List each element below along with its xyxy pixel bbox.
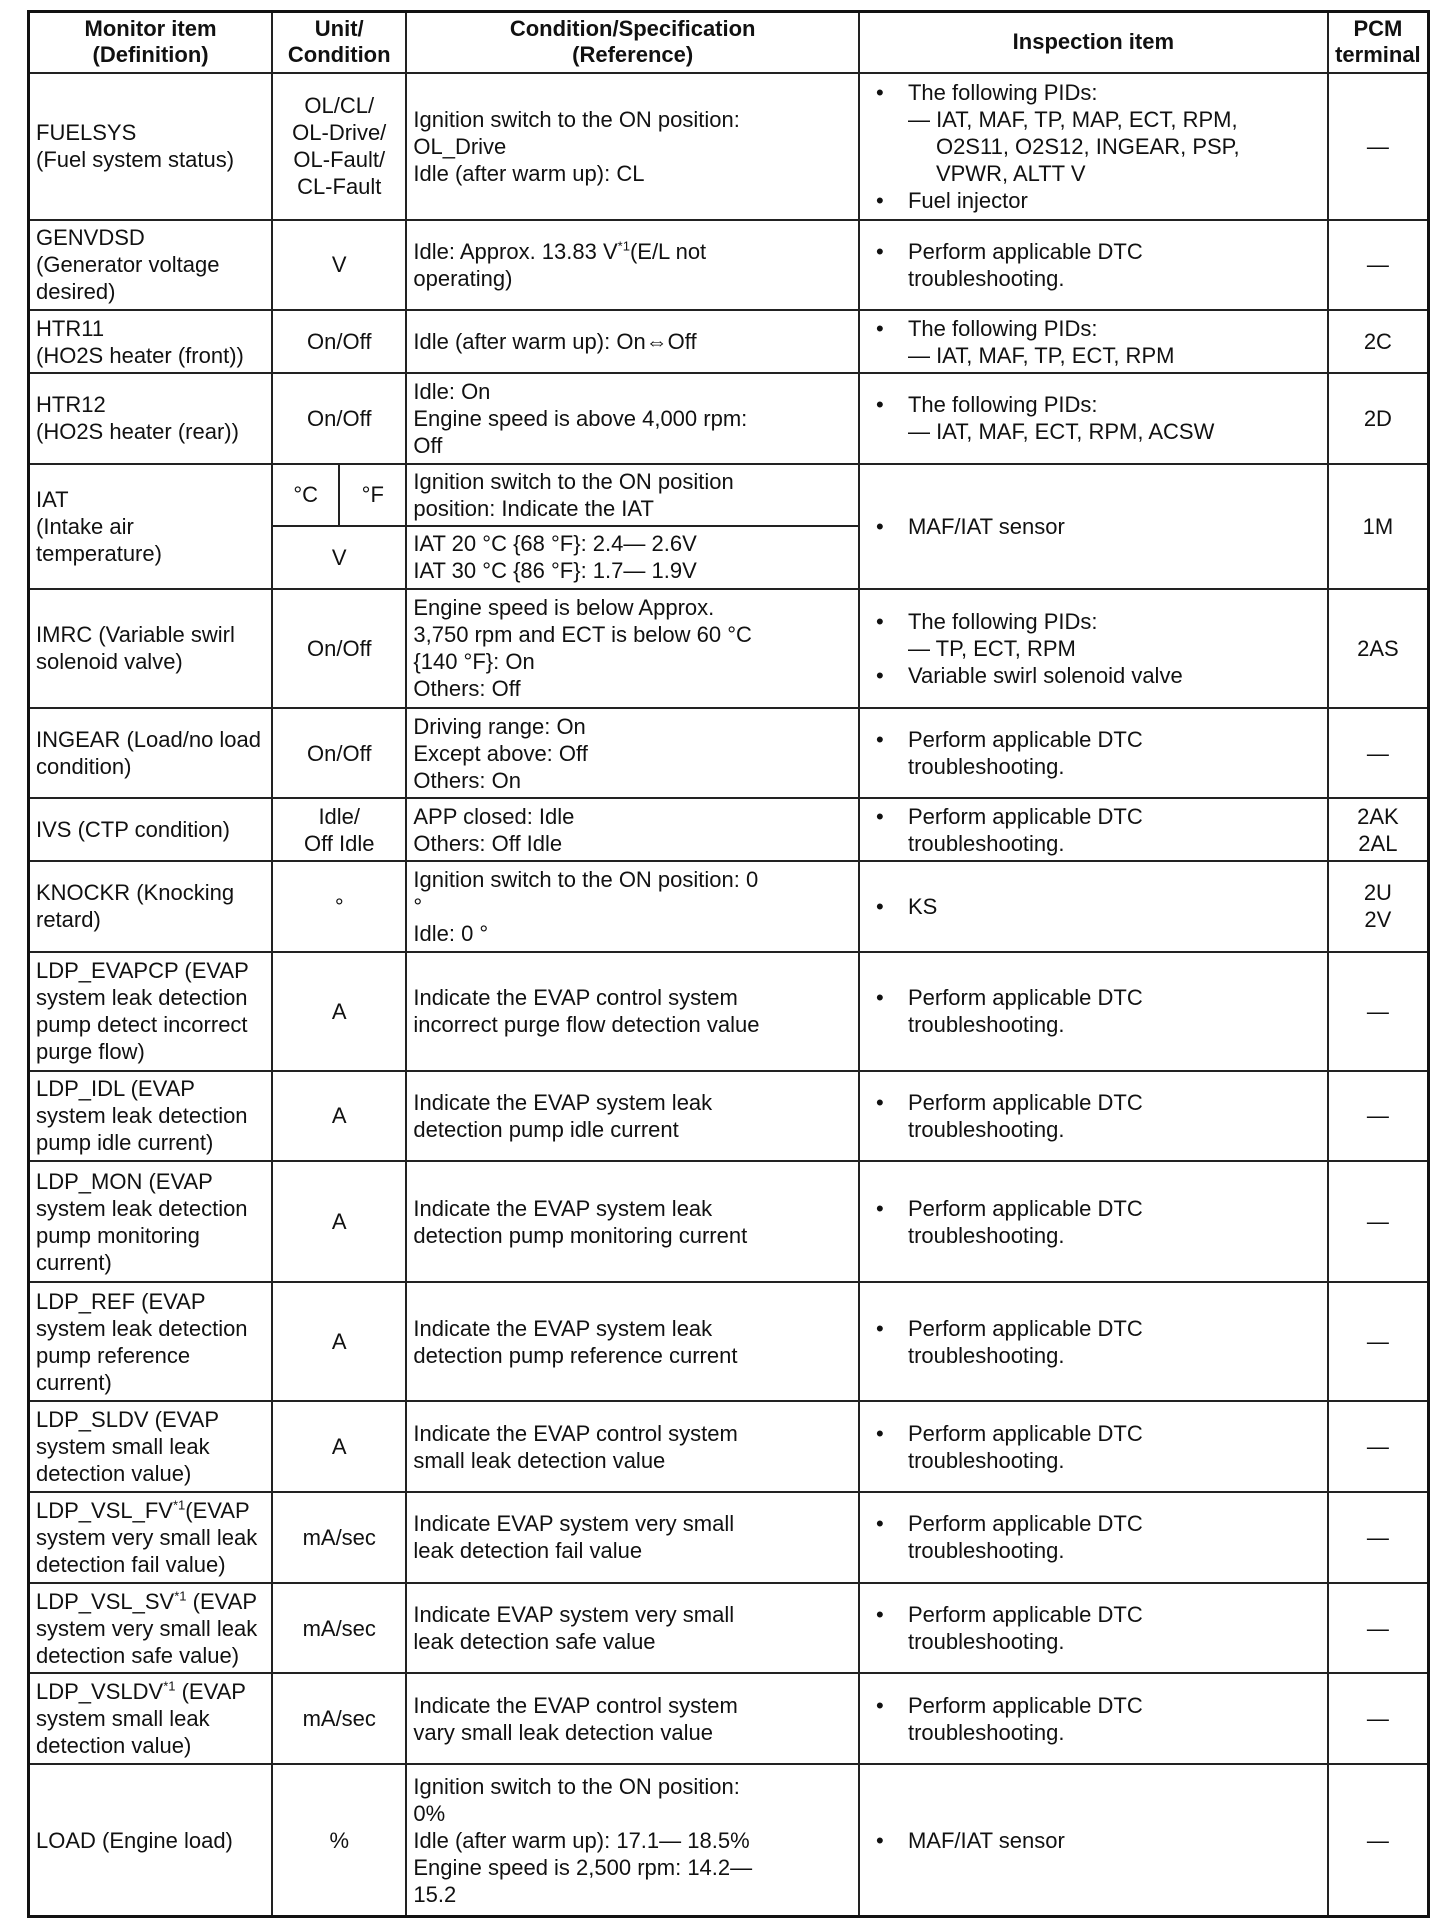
header-inspection-item: Inspection item bbox=[859, 12, 1328, 73]
monitor-item-cell: LDP_REF (EVAP system leak detection pump reference current) bbox=[29, 1282, 273, 1401]
inspection-cell: • Perform applicable DTC troubleshooting. bbox=[859, 1492, 1328, 1583]
inspection-cell: • MAF/IAT sensor bbox=[859, 464, 1328, 589]
pcm-terminal-cell: — bbox=[1328, 220, 1429, 311]
monitor-item-cell: GENVDSD (Generator voltage desired) bbox=[29, 220, 273, 311]
monitor-item-cell: HTR11 (HO2S heater (front)) bbox=[29, 310, 273, 373]
pcm-terminal-cell: — bbox=[1328, 952, 1429, 1071]
monitor-item-cell: LOAD (Engine load) bbox=[29, 1764, 273, 1916]
unit-cell: Idle/ Off Idle bbox=[272, 798, 406, 861]
unit-cell: A bbox=[272, 1161, 406, 1282]
table-row bbox=[29, 310, 1429, 373]
table-row bbox=[29, 1583, 1429, 1674]
condition-cell: IAT 20 °C {68 °F}: 2.4— 2.6V IAT 30 °C {86 °F}: 1.7— 1.9V bbox=[406, 526, 859, 589]
table-row bbox=[29, 220, 1429, 311]
condition-cell: Indicate the EVAP system leak detection pump idle current bbox=[406, 1071, 859, 1162]
condition-cell: Ignition switch to the ON position: 0 ° Idle: 0 ° bbox=[406, 861, 859, 952]
unit-fahrenheit-cell: °F bbox=[339, 464, 406, 527]
table-row bbox=[29, 1401, 1429, 1492]
monitor-item-cell: LDP_VSL_SV$^{*1}$ (EVAP system very small leak detection safe value) bbox=[29, 1583, 273, 1674]
pcm-terminal-cell: — bbox=[1328, 1071, 1429, 1162]
inspection-cell: • KS bbox=[859, 861, 1328, 952]
monitor-item-table bbox=[27, 10, 1430, 1918]
unit-cell: A bbox=[272, 1282, 406, 1401]
table-row bbox=[29, 373, 1429, 464]
condition-cell: Indicate EVAP system very small leak detection fail value bbox=[406, 1492, 859, 1583]
table-row bbox=[29, 798, 1429, 861]
condition-cell: Indicate the EVAP control system small leak detection value bbox=[406, 1401, 859, 1492]
inspection-cell: • Perform applicable DTC troubleshooting. bbox=[859, 1673, 1328, 1764]
monitor-item-cell: INGEAR (Load/no load condition) bbox=[29, 708, 273, 799]
unit-cell: On/Off bbox=[272, 310, 406, 373]
pcm-terminal-cell: — bbox=[1328, 1764, 1429, 1916]
unit-cell: OL/CL/ OL-Drive/ OL-Fault/ CL-Fault bbox=[272, 73, 406, 220]
condition-cell: Indicate EVAP system very small leak detection safe value bbox=[406, 1583, 859, 1674]
unit-cell: mA/sec bbox=[272, 1492, 406, 1583]
inspection-cell: • The following PIDs: — TP, ECT, RPM • Variable swirl solenoid valve bbox=[859, 589, 1328, 708]
pcm-terminal-cell: 2C bbox=[1328, 310, 1429, 373]
monitor-item-cell: HTR12 (HO2S heater (rear)) bbox=[29, 373, 273, 464]
unit-cell: mA/sec bbox=[272, 1673, 406, 1764]
pcm-terminal-cell: 1M bbox=[1328, 464, 1429, 589]
pcm-terminal-cell: — bbox=[1328, 1401, 1429, 1492]
unit-cell: On/Off bbox=[272, 708, 406, 799]
unit-cell: mA/sec bbox=[272, 1583, 406, 1674]
unit-cell: % bbox=[272, 1764, 406, 1916]
monitor-item-cell: LDP_VSLDV$^{*1}$ (EVAP system small leak detection value) bbox=[29, 1673, 273, 1764]
inspection-cell: • Perform applicable DTC troubleshooting. bbox=[859, 220, 1328, 311]
header-condition-specification: Condition/Specification (Reference) bbox=[406, 12, 859, 73]
table-row bbox=[29, 1492, 1429, 1583]
unit-cell: V bbox=[272, 220, 406, 311]
inspection-cell: • Perform applicable DTC troubleshooting. bbox=[859, 1282, 1328, 1401]
monitor-item-cell: KNOCKR (Knocking retard) bbox=[29, 861, 273, 952]
table-row bbox=[29, 464, 1429, 527]
inspection-cell: • Perform applicable DTC troubleshooting. bbox=[859, 1401, 1328, 1492]
monitor-item-cell: FUELSYS (Fuel system status) bbox=[29, 73, 273, 220]
unit-volt-cell: V bbox=[272, 526, 406, 589]
header-monitor-item: Monitor item (Definition) bbox=[29, 12, 273, 73]
table-row bbox=[29, 589, 1429, 708]
inspection-cell: • Perform applicable DTC troubleshooting. bbox=[859, 1071, 1328, 1162]
table-row bbox=[29, 1161, 1429, 1282]
header-row bbox=[29, 12, 1429, 73]
table-row bbox=[29, 1282, 1429, 1401]
pcm-terminal-cell: — bbox=[1328, 1583, 1429, 1674]
table-row bbox=[29, 952, 1429, 1071]
inspection-cell: • The following PIDs: — IAT, MAF, TP, ECT, RPM bbox=[859, 310, 1328, 373]
pcm-terminal-cell: — bbox=[1328, 708, 1429, 799]
condition-cell: Driving range: On Except above: Off Others: On bbox=[406, 708, 859, 799]
pcm-terminal-cell: 2D bbox=[1328, 373, 1429, 464]
monitor-item-cell: LDP_VSL_FV$^{*1}$(EVAP system very small leak detection fail value) bbox=[29, 1492, 273, 1583]
condition-cell: Idle: On Engine speed is above 4,000 rpm: Off bbox=[406, 373, 859, 464]
condition-cell: Ignition switch to the ON position position: Indicate the IAT bbox=[406, 464, 859, 527]
pcm-terminal-cell: — bbox=[1328, 73, 1429, 220]
monitor-item-cell: IAT (Intake air temperature) bbox=[29, 464, 273, 589]
condition-cell: Indicate the EVAP system leak detection pump reference current bbox=[406, 1282, 859, 1401]
unit-cell: On/Off bbox=[272, 373, 406, 464]
pcm-terminal-cell: 2AS bbox=[1328, 589, 1429, 708]
inspection-cell: • Perform applicable DTC troubleshooting. bbox=[859, 708, 1328, 799]
inspection-cell: • The following PIDs: — IAT, MAF, ECT, RPM, ACSW bbox=[859, 373, 1328, 464]
inspection-cell: • MAF/IAT sensor bbox=[859, 1764, 1328, 1916]
condition-cell: Ignition switch to the ON position: 0% Idle (after warm up): 17.1— 18.5% Engine speed is 2,500 rpm: 14.2— 15.2 bbox=[406, 1764, 859, 1916]
pcm-terminal-cell: — bbox=[1328, 1161, 1429, 1282]
condition-cell: Indicate the EVAP control system vary small leak detection value bbox=[406, 1673, 859, 1764]
inspection-cell: • The following PIDs: — IAT, MAF, TP, MAP, ECT, RPM, O2S11, O2S12, INGEAR, PSP, VPWR, ALTT V • Fuel injector bbox=[859, 73, 1328, 220]
condition-cell: Idle (after warm up): On⇔Off bbox=[406, 310, 859, 373]
inspection-cell: • Perform applicable DTC troubleshooting. bbox=[859, 798, 1328, 861]
header-pcm-terminal: PCM terminal bbox=[1328, 12, 1429, 73]
unit-cell: A bbox=[272, 952, 406, 1071]
monitor-item-cell: LDP_MON (EVAP system leak detection pump monitoring current) bbox=[29, 1161, 273, 1282]
pcm-terminal-cell: 2U 2V bbox=[1328, 861, 1429, 952]
pcm-terminal-cell: — bbox=[1328, 1282, 1429, 1401]
table-row bbox=[29, 1673, 1429, 1764]
table-row bbox=[29, 73, 1429, 220]
monitor-item-cell: LDP_EVAPCP (EVAP system leak detection pump detect incorrect purge flow) bbox=[29, 952, 273, 1071]
table-row bbox=[29, 1071, 1429, 1162]
inspection-cell: • Perform applicable DTC troubleshooting. bbox=[859, 1583, 1328, 1674]
table-row bbox=[29, 861, 1429, 952]
unit-celsius-cell: °C bbox=[272, 464, 339, 527]
monitor-item-cell: LDP_SLDV (EVAP system small leak detection value) bbox=[29, 1401, 273, 1492]
unit-cell: ° bbox=[272, 861, 406, 952]
condition-cell: APP closed: Idle Others: Off Idle bbox=[406, 798, 859, 861]
monitor-item-cell: LDP_IDL (EVAP system leak detection pump idle current) bbox=[29, 1071, 273, 1162]
unit-cell: On/Off bbox=[272, 589, 406, 708]
condition-cell: Indicate the EVAP system leak detection pump monitoring current bbox=[406, 1161, 859, 1282]
monitor-item-cell: IVS (CTP condition) bbox=[29, 798, 273, 861]
monitor-item-table-sheet bbox=[27, 10, 1430, 1918]
monitor-item-cell: IMRC (Variable swirl solenoid valve) bbox=[29, 589, 273, 708]
pcm-terminal-cell: — bbox=[1328, 1673, 1429, 1764]
inspection-cell: • Perform applicable DTC troubleshooting. bbox=[859, 952, 1328, 1071]
inspection-cell: • Perform applicable DTC troubleshooting. bbox=[859, 1161, 1328, 1282]
table-row bbox=[29, 1764, 1429, 1916]
condition-cell: Indicate the EVAP control system incorrect purge flow detection value bbox=[406, 952, 859, 1071]
pcm-terminal-cell: 2AK 2AL bbox=[1328, 798, 1429, 861]
condition-cell: Ignition switch to the ON position: OL_Drive Idle (after warm up): CL bbox=[406, 73, 859, 220]
unit-cell: A bbox=[272, 1401, 406, 1492]
unit-cell: A bbox=[272, 1071, 406, 1162]
condition-cell: Idle: Approx. 13.83 $V^{*1}(E/L$ not operating) bbox=[406, 220, 859, 311]
table-row bbox=[29, 708, 1429, 799]
condition-cell: Engine speed is below Approx. 3,750 rpm and ECT is below 60 °C {140 °F}: On Others: Off bbox=[406, 589, 859, 708]
header-unit-condition: Unit/ Condition bbox=[272, 12, 406, 73]
pcm-terminal-cell: — bbox=[1328, 1492, 1429, 1583]
